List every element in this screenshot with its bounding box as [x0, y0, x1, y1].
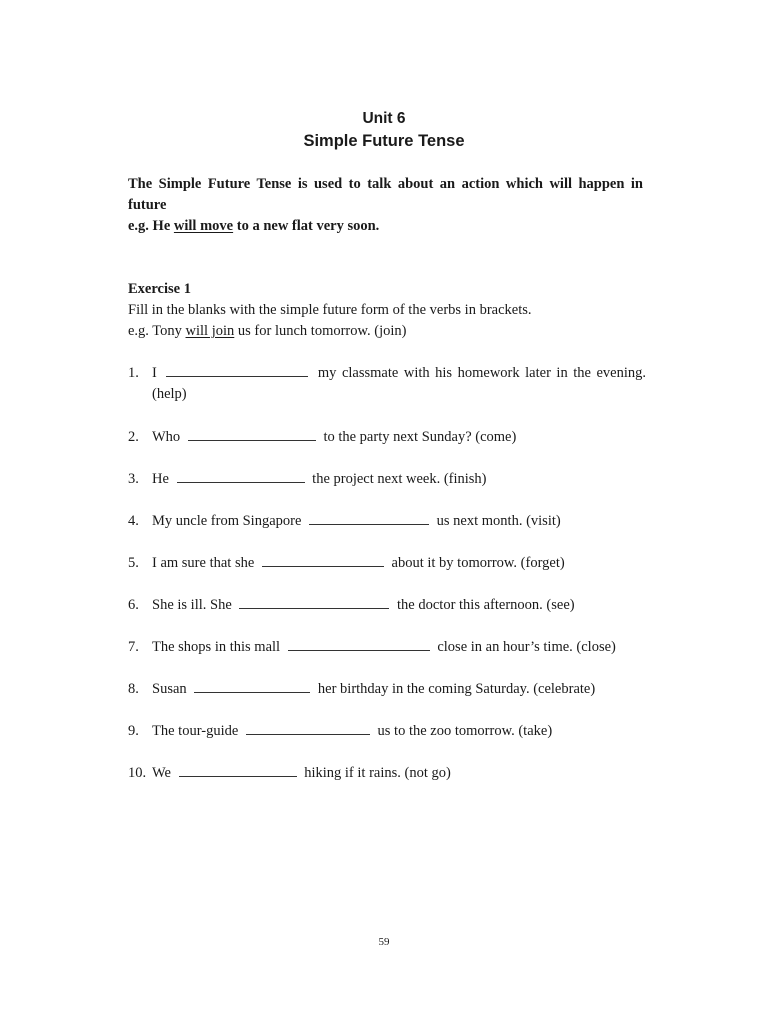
question-item	[128, 553, 646, 574]
question-text-after: her birthday in the coming Saturday. (celebrate)	[317, 681, 596, 697]
question-number: 9.	[128, 723, 139, 739]
question-number: 3.	[128, 471, 139, 487]
tense-definition: The Simple Future Tense is used to talk about an action which will happen in future	[128, 176, 643, 213]
exercise-example	[128, 321, 643, 342]
question-item	[128, 427, 646, 448]
question-text-after: the doctor this afternoon. (see)	[397, 597, 575, 613]
question-text-after: us to the zoo tomorrow. (take)	[377, 723, 553, 739]
question-number: 8.	[128, 681, 139, 697]
intro-example-prefix: e.g. He	[128, 218, 171, 234]
exercise-example-verb: will join	[185, 323, 235, 339]
question-item	[128, 679, 646, 700]
question-number: 10.	[128, 765, 147, 781]
question-text-after: close in an hour’s time. (close)	[437, 639, 616, 655]
answer-blank[interactable]	[188, 427, 316, 441]
question-item	[128, 511, 646, 532]
question-text-before: Who	[152, 429, 181, 445]
answer-blank[interactable]	[246, 721, 370, 735]
question-text-after: about it by tomorrow. (forget)	[391, 555, 565, 571]
question-text-before: We	[152, 765, 171, 781]
question-text-after: my classmate with his homework later in the evening. (help)	[152, 365, 647, 402]
question-text-before: He	[152, 471, 169, 487]
question-item	[128, 763, 646, 784]
question-number: 5.	[128, 555, 139, 571]
question-text-before: The shops in this mall	[152, 639, 281, 655]
question-list	[128, 363, 646, 784]
exercise-example-prefix: e.g. Tony	[128, 323, 182, 339]
question-text-before: I am sure that she	[152, 555, 255, 571]
answer-blank[interactable]	[177, 469, 305, 483]
question-item	[128, 363, 646, 405]
answer-blank[interactable]	[309, 511, 429, 525]
question-text-before: She is ill. She	[152, 597, 232, 613]
question-item	[128, 721, 646, 742]
question-text-after: the project next week. (finish)	[312, 471, 487, 487]
intro-example	[128, 216, 643, 237]
question-text-before: My uncle from Singapore	[152, 513, 302, 529]
answer-blank[interactable]	[262, 553, 384, 567]
intro-section	[128, 174, 643, 237]
question-text-after: us next month. (visit)	[436, 513, 561, 529]
question-text-after: to the party next Sunday? (come)	[323, 429, 517, 445]
question-text-before: The tour-guide	[152, 723, 239, 739]
question-number: 7.	[128, 639, 139, 655]
question-number: 2.	[128, 429, 139, 445]
answer-blank[interactable]	[288, 637, 430, 651]
question-number: 6.	[128, 597, 139, 613]
unit-topic: Simple Future Tense	[303, 132, 465, 150]
answer-blank[interactable]	[194, 679, 310, 693]
unit-number: Unit 6	[362, 110, 406, 127]
unit-heading	[0, 108, 768, 152]
exercise-instruction: Fill in the blanks with the simple future form of the verbs in brackets.	[128, 302, 532, 318]
question-number: 1.	[128, 365, 139, 381]
page-number: 59	[378, 936, 390, 948]
question-text-before: Susan	[152, 681, 187, 697]
exercise-title: Exercise 1	[128, 281, 191, 297]
answer-blank[interactable]	[166, 363, 308, 377]
exercise-example-suffix: us for lunch tomorrow. (join)	[237, 323, 407, 339]
answer-blank[interactable]	[239, 595, 389, 609]
question-text-after: hiking if it rains. (not go)	[304, 765, 451, 781]
question-item	[128, 637, 646, 658]
intro-example-verb: will move	[173, 218, 234, 234]
intro-example-suffix: to a new flat very soon.	[236, 218, 380, 234]
question-number: 4.	[128, 513, 139, 529]
question-item	[128, 469, 646, 490]
exercise-header	[128, 279, 643, 342]
question-item	[128, 595, 646, 616]
question-text-before: I	[152, 365, 157, 381]
answer-blank[interactable]	[179, 763, 297, 777]
